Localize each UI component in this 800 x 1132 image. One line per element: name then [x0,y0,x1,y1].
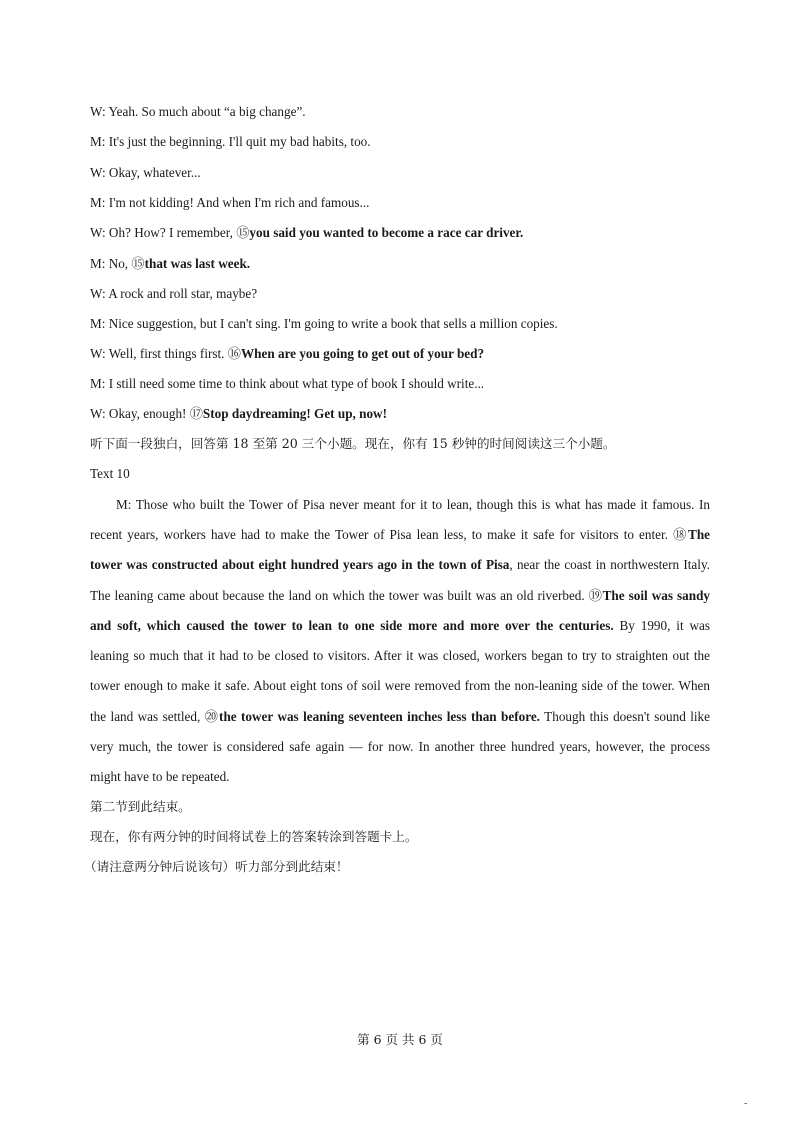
dialogue-text: Yeah. So much about “a big change”. [108,104,306,119]
speaker-label: W: [90,225,106,240]
dialogue-line [90,225,715,241]
dialogue-line [90,134,715,150]
dialogue-text: Well, first things first. [108,346,228,361]
answer-key-text: The soil was sandy [602,588,710,603]
answer-key-text: When are you going to get out of your bed? [240,346,485,361]
dialogue-text: I'm not kidding! And when I'm rich and famous... [108,195,370,210]
dialogue-line [90,346,715,362]
answer-key-text: the tower was leaning seventeen inches less than before. [219,709,540,724]
answer-key-text: that was last week. [144,256,251,271]
dialogue-text: No, [108,256,132,271]
speaker-label: W: [90,346,106,361]
dialogue-line [90,104,715,120]
dialogue-line [90,165,715,181]
speaker-label: M: [90,256,106,271]
answer-key-text: Stop daydreaming! Get up, now! [202,406,387,421]
monologue-text: the land was settled, [90,709,205,724]
monologue-text: Though this doesn't sound like [539,709,711,724]
monologue-line: leaning so much that it had to be closed to visitors. After it was closed, workers began to try to straighten out the [90,648,710,663]
question-number-mark: ⑮ [131,256,145,271]
monologue-line [90,618,710,634]
speaker-label: M: [90,134,106,149]
speaker-label: M: [90,195,106,210]
dialogue-line [90,195,715,211]
dialogue-line [90,286,715,302]
speaker-label: W: [90,104,106,119]
dialogue-line [90,256,715,272]
dialogue-line [90,406,715,422]
speaker-label: M: [90,316,106,331]
speaker-label: M: [90,376,106,391]
final-note: （请注意两分钟后说该句）听力部分到此结束！ [84,859,349,874]
dialogue-text: It's just the beginning. I'll quit my bad habits, too. [108,134,371,149]
corner-mark: - [744,1098,748,1109]
question-number-mark: ⑯ [227,346,241,361]
dialogue-text: Nice suggestion, but I can't sing. I'm going to write a book that sells a million copies. [108,316,558,331]
question-number-mark: ⑲ [588,588,603,603]
speaker-label: W: [90,286,106,301]
monologue-text: recent years, workers have had to make the Tower of Pisa lean less, to make it safe for visitors to enter. [90,527,674,542]
question-number-mark: ⑳ [204,709,220,724]
page-footer: 第 6 页 共 6 页 [357,1032,443,1047]
dialogue-line [90,376,715,392]
section-end-note: 第二节到此结束。 [90,799,191,814]
monologue-line: very much, the tower is considered safe again — for now. In another three hundred years, however, the process [90,739,710,754]
monologue-line [90,527,710,543]
monologue-line: tower enough to make it safe. About eight tons of soil were removed from the non-leaning side of the tower. When [90,678,710,693]
question-number-mark: ⑰ [189,406,203,421]
question-number-mark: ⑮ [236,225,250,240]
monologue-line [90,709,710,725]
speaker-label: W: [90,165,106,180]
dialogue-text: Okay, enough! [108,406,190,421]
transfer-note: 现在，你有两分钟的时间将试卷上的答案转涂到答题卡上。 [90,829,418,844]
monologue-text: The leaning came about because the land on which the tower was built was an old riverbed. [90,588,589,603]
text-label: Text 10 [90,466,130,481]
dialogue-text: Oh? How? I remember, [108,225,237,240]
answer-key-text: you said you wanted to become a race car driver. [249,225,524,240]
section-instruction: 听下面一段独白，回答第 18 至第 20 三个小题。现在，你有 15 秒钟的时间阅读这三个小题。 [90,436,616,451]
monologue-text: , near the coast in northwestern Italy. [509,557,710,572]
monologue-line [90,557,710,573]
answer-key-text: tower was constructed about eight hundred years ago in the town of Pisa [90,557,510,572]
dialogue-text: Okay, whatever... [108,165,201,180]
dialogue-text: I still need some time to think about what type of book I should write... [108,376,485,391]
speaker-label: W: [90,406,106,421]
dialogue-line [90,316,715,332]
answer-key-text: and soft, which caused the tower to lean to one side more and more over the centuries. [90,618,614,633]
monologue-line: M: Those who built the Tower of Pisa never meant for it to lean, though this is what has made it famous. In [116,497,710,512]
dialogue-text: A rock and roll star, maybe? [108,286,258,301]
answer-key-text: The [688,527,711,542]
monologue-text: By 1990, it was [613,618,710,633]
monologue-line: might have to be repeated. [90,769,230,784]
monologue-line [90,588,710,604]
question-number-mark: ⑱ [673,527,689,542]
